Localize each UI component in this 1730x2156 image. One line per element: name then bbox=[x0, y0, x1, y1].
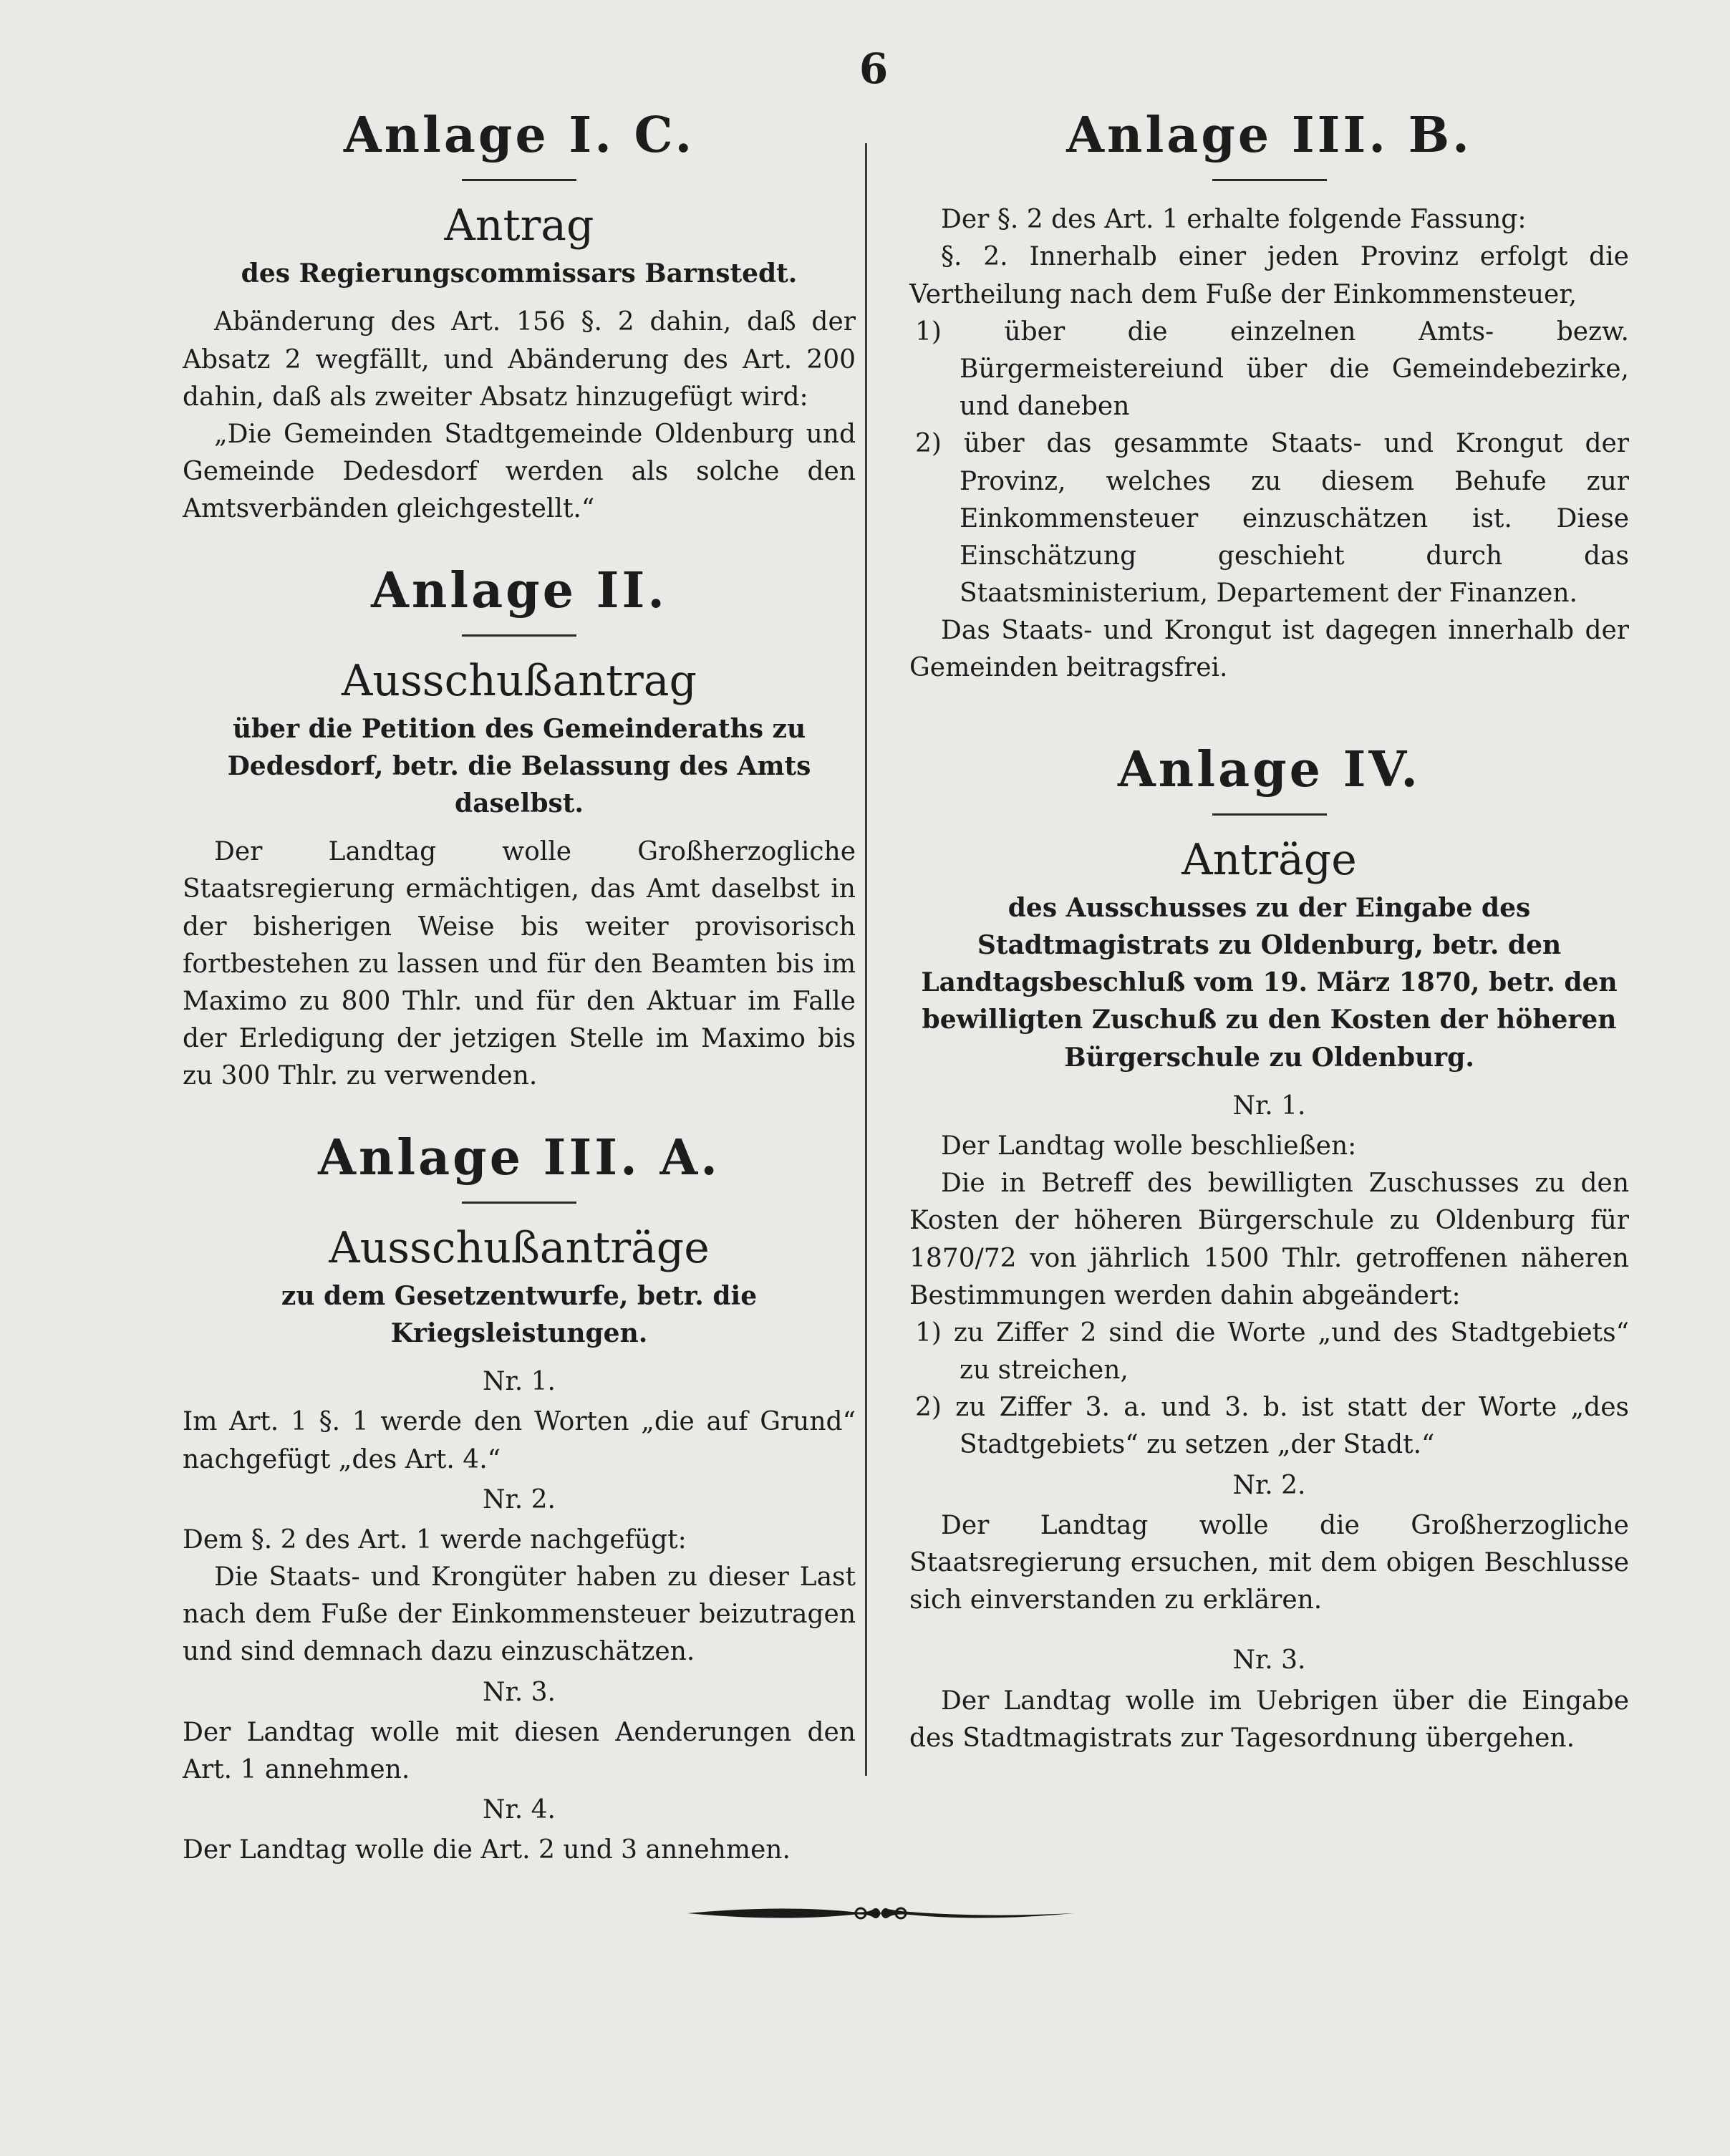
item-number: Nr. 3. bbox=[483, 1677, 556, 1707]
paragraph: Die in Betreff des bewilligten Zuschusses zu den Kosten der höheren Bürgerschule zu Oldenburg für 1870/72 von jährlich 1500 Thlr. getroffenen näheren Bestimmungen werden dahin abgeändert: bbox=[909, 1169, 1629, 1310]
list-item: 2) über das gesammte Staats- und Krongut der Provinz, welches zu diesem Behufe zur Einkommensteuer einzuschätzen ist. Diese Einschätzung geschieht durch das Staatsministerium, Departement der Finanzen. bbox=[915, 429, 1629, 609]
section-heading: Anlage III. A. bbox=[318, 1128, 720, 1186]
paragraph: Im Art. 1 §. 1 werde den Worten „die auf Grund“ nachgefügt „des Art. 4.“ bbox=[183, 1407, 856, 1474]
section-byline: über die Petition des Gemeinderaths zu Dedesdorf, betr. die Belassung des Amts daselbst. bbox=[227, 713, 811, 819]
heading-rule bbox=[462, 1202, 576, 1204]
heading-rule bbox=[1212, 179, 1327, 181]
page-number: 6 bbox=[859, 44, 889, 93]
item-number: Nr. 3. bbox=[1232, 1645, 1306, 1676]
item-number: Nr. 4. bbox=[483, 1795, 556, 1825]
ornament-divider bbox=[680, 1892, 1081, 1935]
paragraph: Der Landtag wolle im Uebrigen über die Eingabe des Stadtmagistrats zur Tagesordnung übergehen. bbox=[909, 1686, 1629, 1753]
item-number: Nr. 1. bbox=[1232, 1091, 1306, 1121]
paragraph: Der Landtag wolle beschließen: bbox=[941, 1131, 1357, 1161]
item-number: Nr. 2. bbox=[483, 1484, 556, 1514]
paragraph: Abänderung des Art. 156 §. 2 dahin, daß der Absatz 2 wegfällt, und Abänderung des Art. 200 dahin, daß als zweiter Absatz hinzugefügt wird: bbox=[183, 307, 856, 412]
section-subtitle: Ausschußanträge bbox=[329, 1222, 710, 1273]
section-byline: zu dem Gesetzentwurfe, betr. die Kriegsleistungen. bbox=[281, 1280, 758, 1348]
item-number: Nr. 2. bbox=[1232, 1470, 1306, 1500]
list-item: 1) zu Ziffer 2 sind die Worte „und des Stadtgebiets“ zu streichen, bbox=[915, 1318, 1629, 1386]
section-byline: des Regierungscommissars Barnstedt. bbox=[241, 258, 798, 289]
paragraph: Der Landtag wolle die Großherzogliche Staatsregierung ersuchen, mit dem obigen Beschlusse sich einverstanden zu erklären. bbox=[909, 1510, 1629, 1615]
paragraph: Der Landtag wolle mit diesen Aenderungen den Art. 1 annehmen. bbox=[183, 1717, 856, 1784]
section-heading: Anlage III. B. bbox=[1066, 107, 1472, 164]
paragraph: Die Staats- und Krongüter haben zu dieser Last nach dem Fuße der Einkommensteuer beizutragen und sind demnach dazu einzuschätzen. bbox=[183, 1562, 856, 1667]
column-divider bbox=[865, 143, 867, 1776]
paragraph: Dem §. 2 des Art. 1 werde nachgefügt: bbox=[183, 1524, 687, 1555]
heading-rule bbox=[462, 179, 576, 181]
paragraph: Der Landtag wolle Großherzogliche Staatsregierung ermächtigen, das Amt daselbst in der bisherigen Weise bis weiter provisorisch fortbestehen zu lassen und für den Beamten bis im Maximo zu 800 Thlr. und für den Aktuar im Falle der Erledigung der jetzigen Stelle im Maximo bis zu 300 Thlr. zu verwenden. bbox=[183, 837, 856, 1091]
section-heading: Anlage I. C. bbox=[343, 107, 695, 164]
list-item: 2) zu Ziffer 3. a. und 3. b. ist statt der Worte „des Stadtgebiets“ zu setzen „der Stadt.“ bbox=[915, 1393, 1629, 1460]
section-subtitle: Anträge bbox=[1181, 834, 1357, 885]
section-subtitle: Ausschußantrag bbox=[342, 655, 697, 706]
list-item: 1) über die einzelnen Amts- bezw. Bürgermeistereiund über die Gemeindebezirke, und daneben bbox=[915, 316, 1629, 422]
paragraph: Das Staats- und Krongut ist dagegen innerhalb der Gemeinden beitragsfrei. bbox=[909, 616, 1629, 683]
left-column bbox=[183, 107, 856, 1870]
item-number: Nr. 1. bbox=[483, 1367, 556, 1397]
section-subtitle: Antrag bbox=[444, 200, 594, 251]
heading-rule bbox=[462, 634, 576, 637]
right-column bbox=[909, 107, 1629, 1757]
heading-rule bbox=[1212, 813, 1327, 816]
paragraph: Der §. 2 des Art. 1 erhalte folgende Fassung: bbox=[941, 205, 1527, 235]
section-heading: Anlage II. bbox=[371, 561, 667, 619]
quote-paragraph: „Die Gemeinden Stadtgemeinde Oldenburg und Gemeinde Dedesdorf werden als solche den Amtsverbänden gleichgestellt.“ bbox=[183, 419, 856, 524]
section-heading: Anlage IV. bbox=[1118, 740, 1421, 798]
paragraph: §. 2. Innerhalb einer jeden Provinz erfolgt die Vertheilung nach dem Fuße der Einkommensteuer, bbox=[909, 242, 1629, 309]
paragraph: Der Landtag wolle die Art. 2 und 3 annehmen. bbox=[183, 1835, 791, 1865]
section-byline: des Ausschusses zu der Eingabe des Stadtmagistrats zu Oldenburg, betr. den Landtagsbeschluß vom 19. März 1870, betr. den bewilligten Zuschuß zu den Kosten der höheren Bürgerschule zu Oldenburg. bbox=[921, 892, 1618, 1073]
